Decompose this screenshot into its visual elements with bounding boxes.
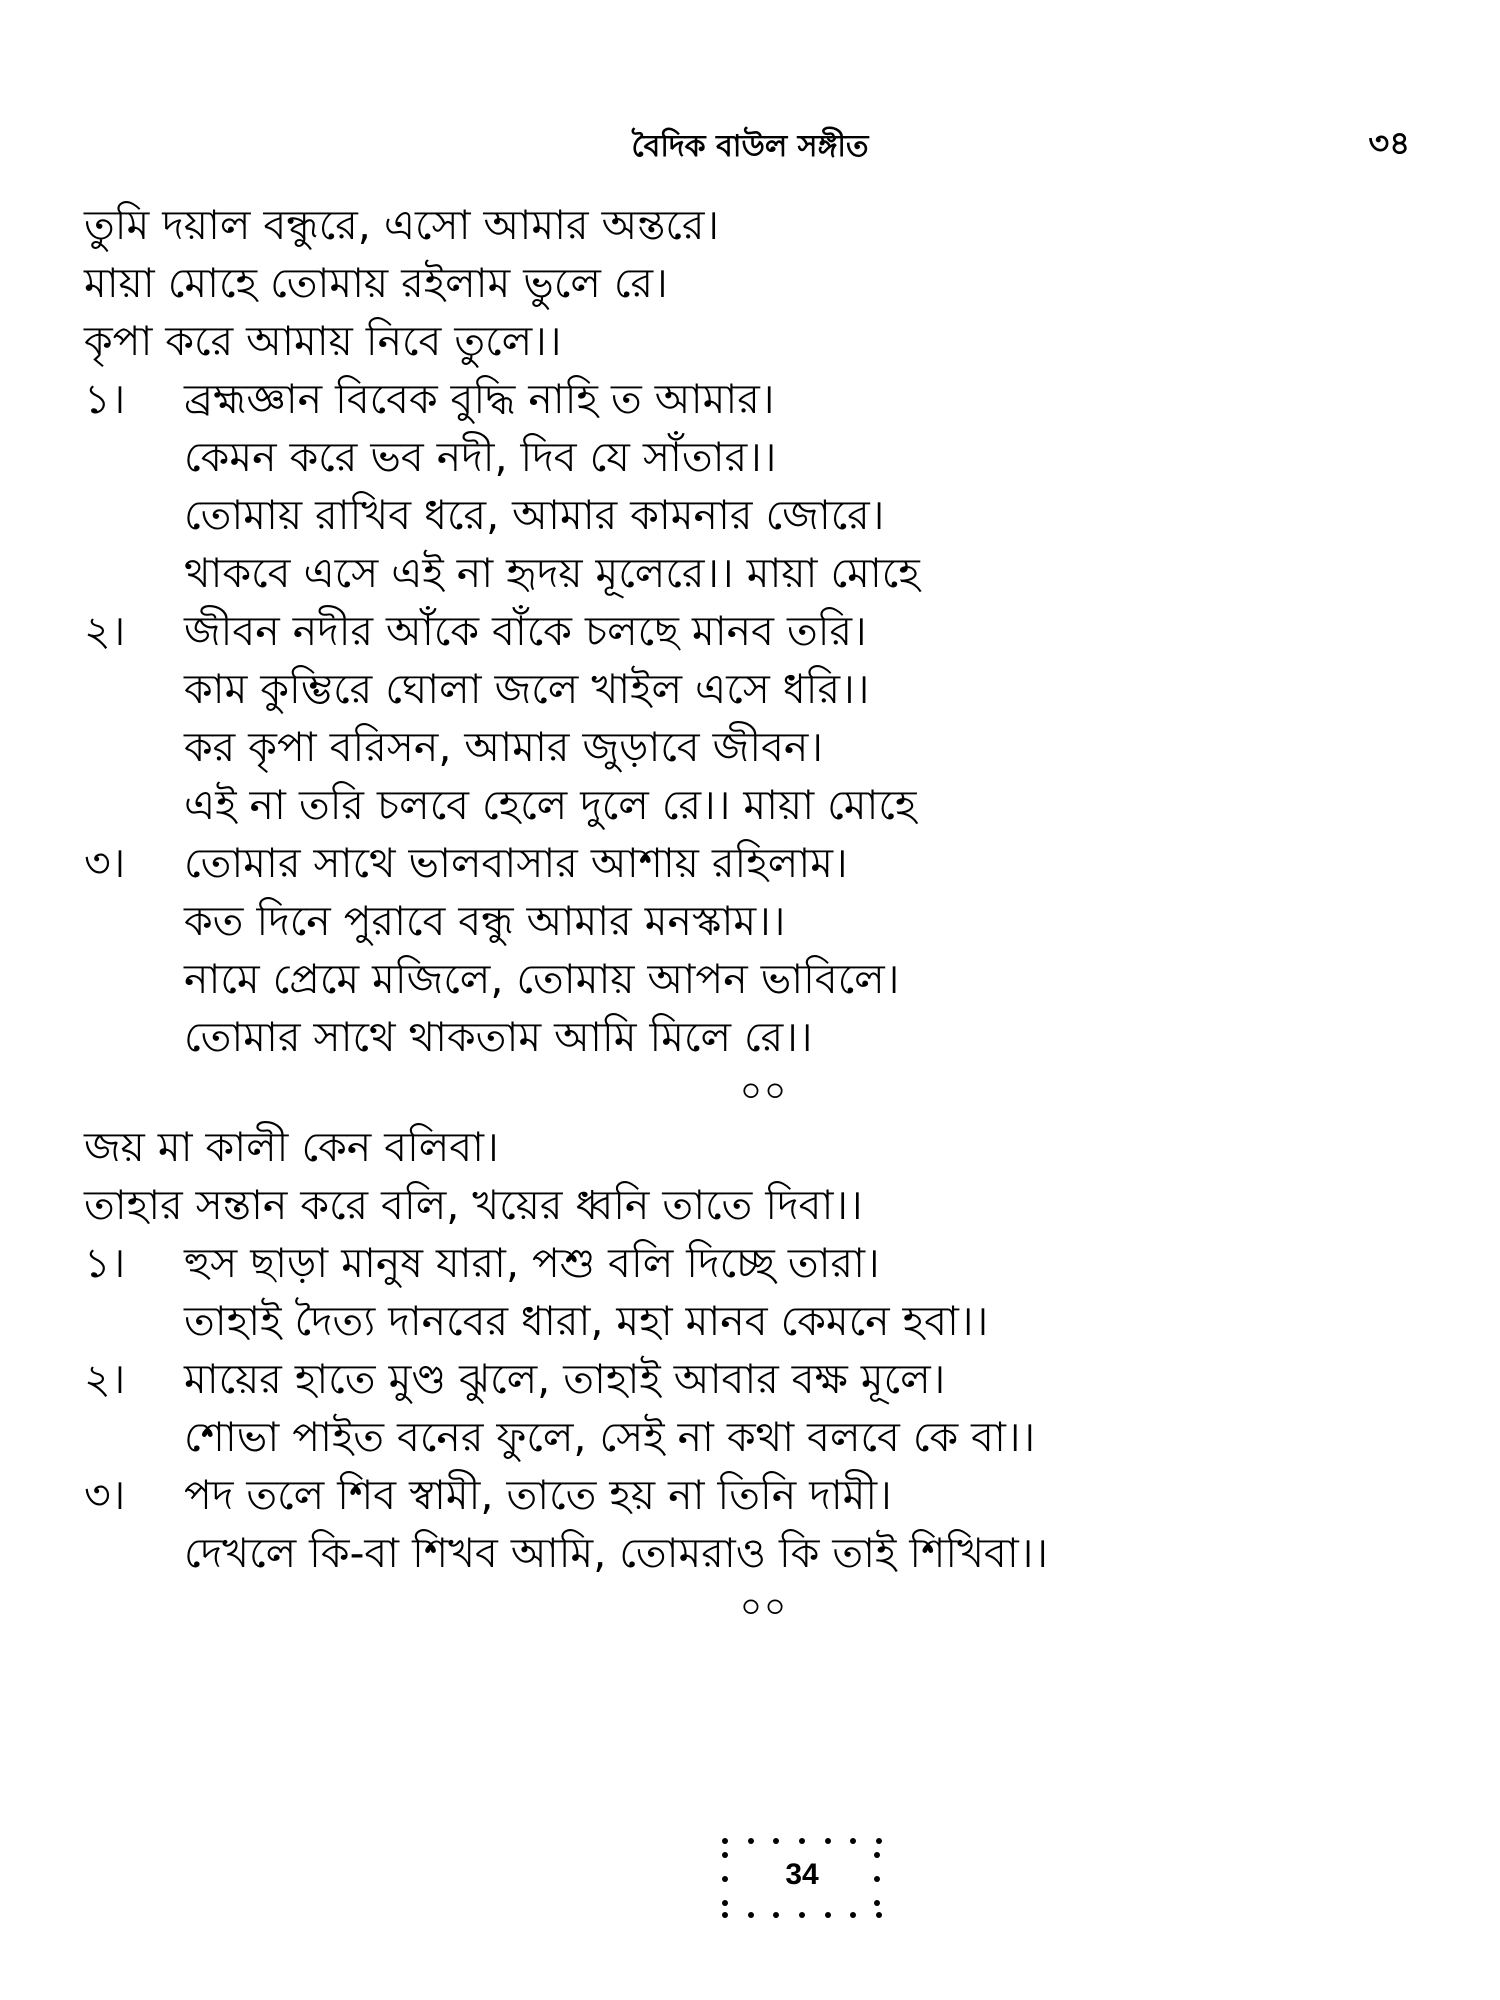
song1-line-3: কৃপা করে আমায় নিবে তুলে।। [84,317,562,365]
song2-stanza-2-line-1: ২। মায়ের হাতে মুণ্ড ঝুলে, তাহাই আবার বক্ষ মূলে। [84,1350,1444,1408]
song1-stanza-3-line-4: তোমার সাথে থাকতাম আমি মিলে রে।। [184,1013,813,1061]
song2-stanza-1-line-1: ১। হুস ছাড়া মানুষ যারা, পশু বলি দিচ্ছে তারা। [84,1234,1444,1292]
page-number-top: ৩৪ [1368,124,1410,162]
song2-line-2: তাহার সন্তান করে বলি, খয়ের ধ্বনি তাতে দিবা।। [84,1181,863,1229]
stanza-number: ২। [84,1355,126,1403]
song-separator: ০০ [739,1587,789,1627]
song1-line-2: মায়া মোহে তোমায় রইলাম ভুলে রে। [84,259,668,307]
song1-stanza-2-line-2: কাম কুম্ভিরে ঘোলা জলে খাইল এসে ধরি।। [184,665,870,713]
song1-stanza-3-line-2: কত দিনে পুরাবে বন্ধু আমার মনস্কাম।। [184,897,786,945]
stanza-number: ২। [84,607,126,655]
stanza-number: ১। [84,375,126,423]
song2-stanza-3-line-1: ৩। পদ তলে শিব স্বামী, তাতে হয় না তিনি দামী। [84,1466,1444,1524]
stanza-number: ১। [84,1239,126,1287]
song1-stanza-2-line-4: এই না তরি চলবে হেলে দুলে রে।। মায়া মোহে [184,781,917,829]
song-separator: ০০ [739,1071,789,1111]
song1-stanza-3-line-1: ৩। তোমার সাথে ভালবাসার আশায় রহিলাম। [84,834,1444,892]
song1-stanza-3-line-3: নামে প্রেমে মজিলে, তোমায় আপন ভাবিলে। [184,955,900,1003]
song1-stanza-1-line-4: থাকবে এসে এই না হৃদয় মূলেরে।। মায়া মোহে [184,549,920,597]
song1-line-1: তুমি দয়াল বন্ধুরে, এসো আমার অন্তরে। [84,201,720,249]
song2-stanza-3-line-2: দেখলে কি-বা শিখব আমি, তোমরাও কি তাই শিখিবা।। [184,1529,1049,1577]
footer-page-number-frame [722,1838,882,1920]
dotted-border-top [722,1838,882,1846]
song2-line-1: জয় মা কালী কেন বলিবা। [84,1123,499,1171]
dotted-border-bottom [722,1912,882,1920]
song-2 [84,1118,1444,1632]
running-title: বৈদিক বাউল সঙ্গীত [631,129,869,164]
stanza-number: ৩। [84,1471,126,1519]
song1-stanza-2-line-1: ২। জীবন নদীর আঁকে বাঁকে চলছে মানব তরি। [84,602,1444,660]
page-number-footer: 34 [785,1858,819,1891]
song1-stanza-2-line-3: কর কৃপা বরিসন, আমার জুড়াবে জীবন। [184,723,824,771]
song2-stanza-2-line-2: শোভা পাইত বনের ফুলে, সেই না কথা বলবে কে বা।। [184,1413,1036,1461]
song2-stanza-1-line-2: তাহাই দৈত্য দানবের ধারা, মহা মানব কেমনে হবা।। [184,1297,989,1345]
song-1 [84,196,1444,1116]
song1-stanza-1-line-3: তোমায় রাখিব ধরে, আমার কামনার জোরে। [184,491,885,539]
stanza-number: ৩। [84,839,126,887]
song1-stanza-1-line-2: কেমন করে ভব নদী, দিব যে সাঁতার।। [184,433,777,481]
song1-stanza-1-line-1: ১। ব্রহ্মজ্ঞান বিবেক বুদ্ধি নাহি ত আমার। [84,370,1444,428]
